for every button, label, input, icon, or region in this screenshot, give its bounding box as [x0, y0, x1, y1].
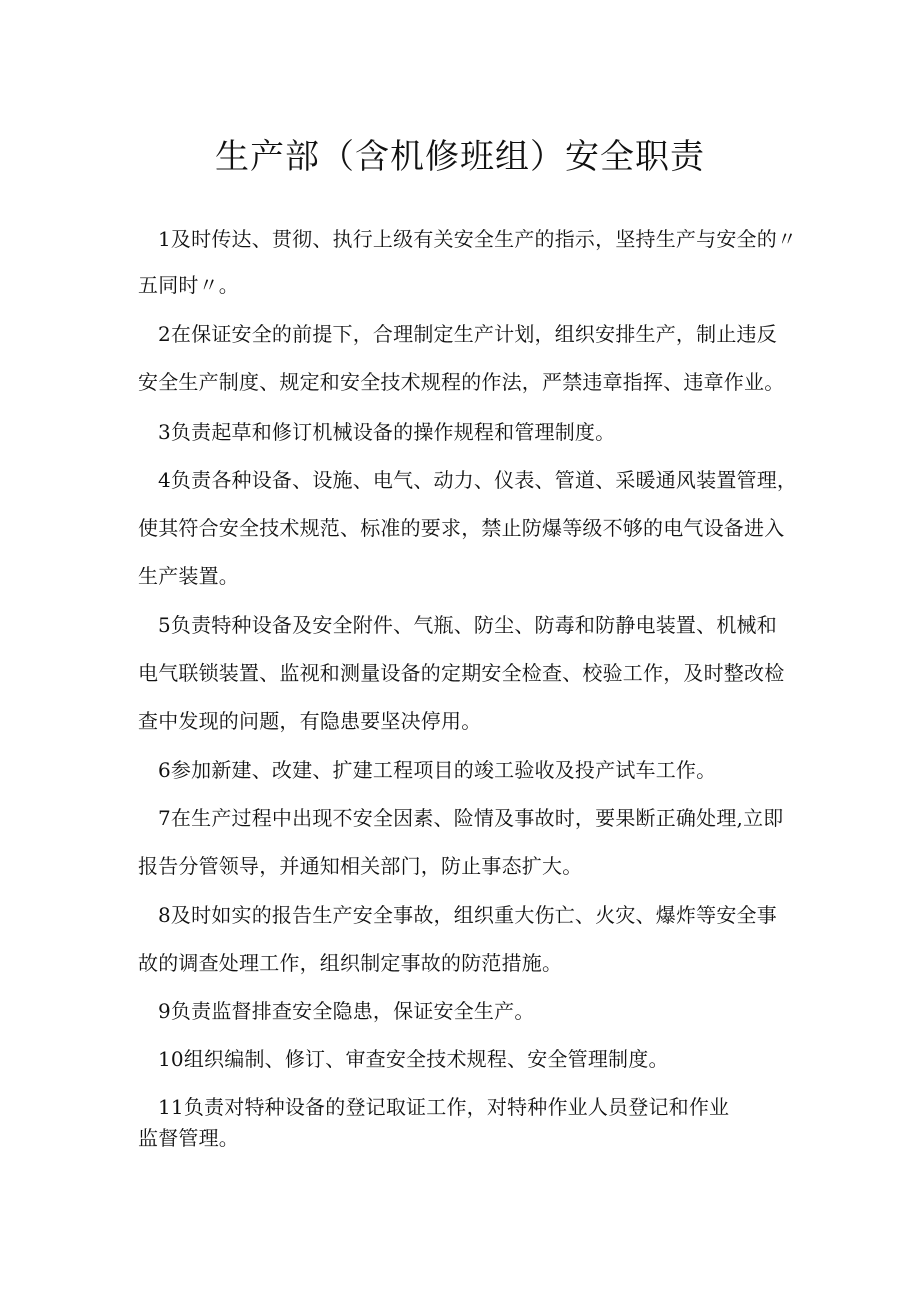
item-6-line-1: 6参加新建、改建、扩建工程项目的竣工验收及投产试车工作。	[158, 758, 717, 782]
item-4-line-1: 4负责各种设备、设施、电气、动力、仪表、管道、采暖通风装置管理，	[158, 468, 798, 492]
item-2-line-2: 安全生产制度、规定和安全技术规程的作法，严禁违章指挥、违章作业。	[138, 370, 785, 394]
item-10-line-1: 10组织编制、修订、审查安全技术规程、安全管理制度。	[158, 1047, 669, 1071]
document-title: 生产部（含机修班组）安全职责	[215, 137, 705, 177]
item-3-line-1: 3负责起草和修订机械设备的操作规程和管理制度。	[158, 420, 616, 444]
item-1-line-2: 五同时〃。	[138, 273, 239, 297]
item-8-line-2: 故的调查处理工作，组织制定事故的防范措施。	[138, 951, 563, 975]
item-5-line-3: 查中发现的问题，有隐患要坚决停用。	[138, 709, 482, 733]
item-7-line-2: 报告分管领导，并通知相关部门，防止事态扩大。	[138, 854, 583, 878]
item-4-line-2: 使其符合安全技术规范、标准的要求，禁止防爆等级不够的电气设备进入	[138, 516, 785, 540]
item-8-line-1: 8及时如实的报告生产安全事故，组织重大伤亡、火灾、爆炸等安全事	[158, 903, 777, 927]
item-2-line-1: 2在保证安全的前提下，合理制定生产计划，组织安排生产，制止违反	[158, 322, 777, 346]
item-4-line-3: 生产装置。	[138, 564, 239, 588]
item-5-line-1: 5负责特种设备及安全附件、气瓶、防尘、防毒和防静电装置、机械和	[158, 613, 777, 637]
item-11-line-1: 11负责对特种设备的登记取证工作，对特种作业人员登记和作业	[158, 1095, 730, 1119]
item-1-line-1: 1及时传达、贯彻、执行上级有关安全生产的指示，坚持生产与安全的〃	[158, 227, 798, 251]
item-7-line-1: 7在生产过程中出现不安全因素、险情及事故时，要果断正确处理,立即	[158, 806, 784, 830]
item-5-line-2: 电气联锁装置、监视和测量设备的定期安全检查、校验工作，及时整改检	[138, 661, 785, 685]
item-11-line-2: 监督管理。	[138, 1126, 239, 1150]
item-9-line-1: 9负责监督排查安全隐患，保证安全生产。	[158, 999, 535, 1023]
